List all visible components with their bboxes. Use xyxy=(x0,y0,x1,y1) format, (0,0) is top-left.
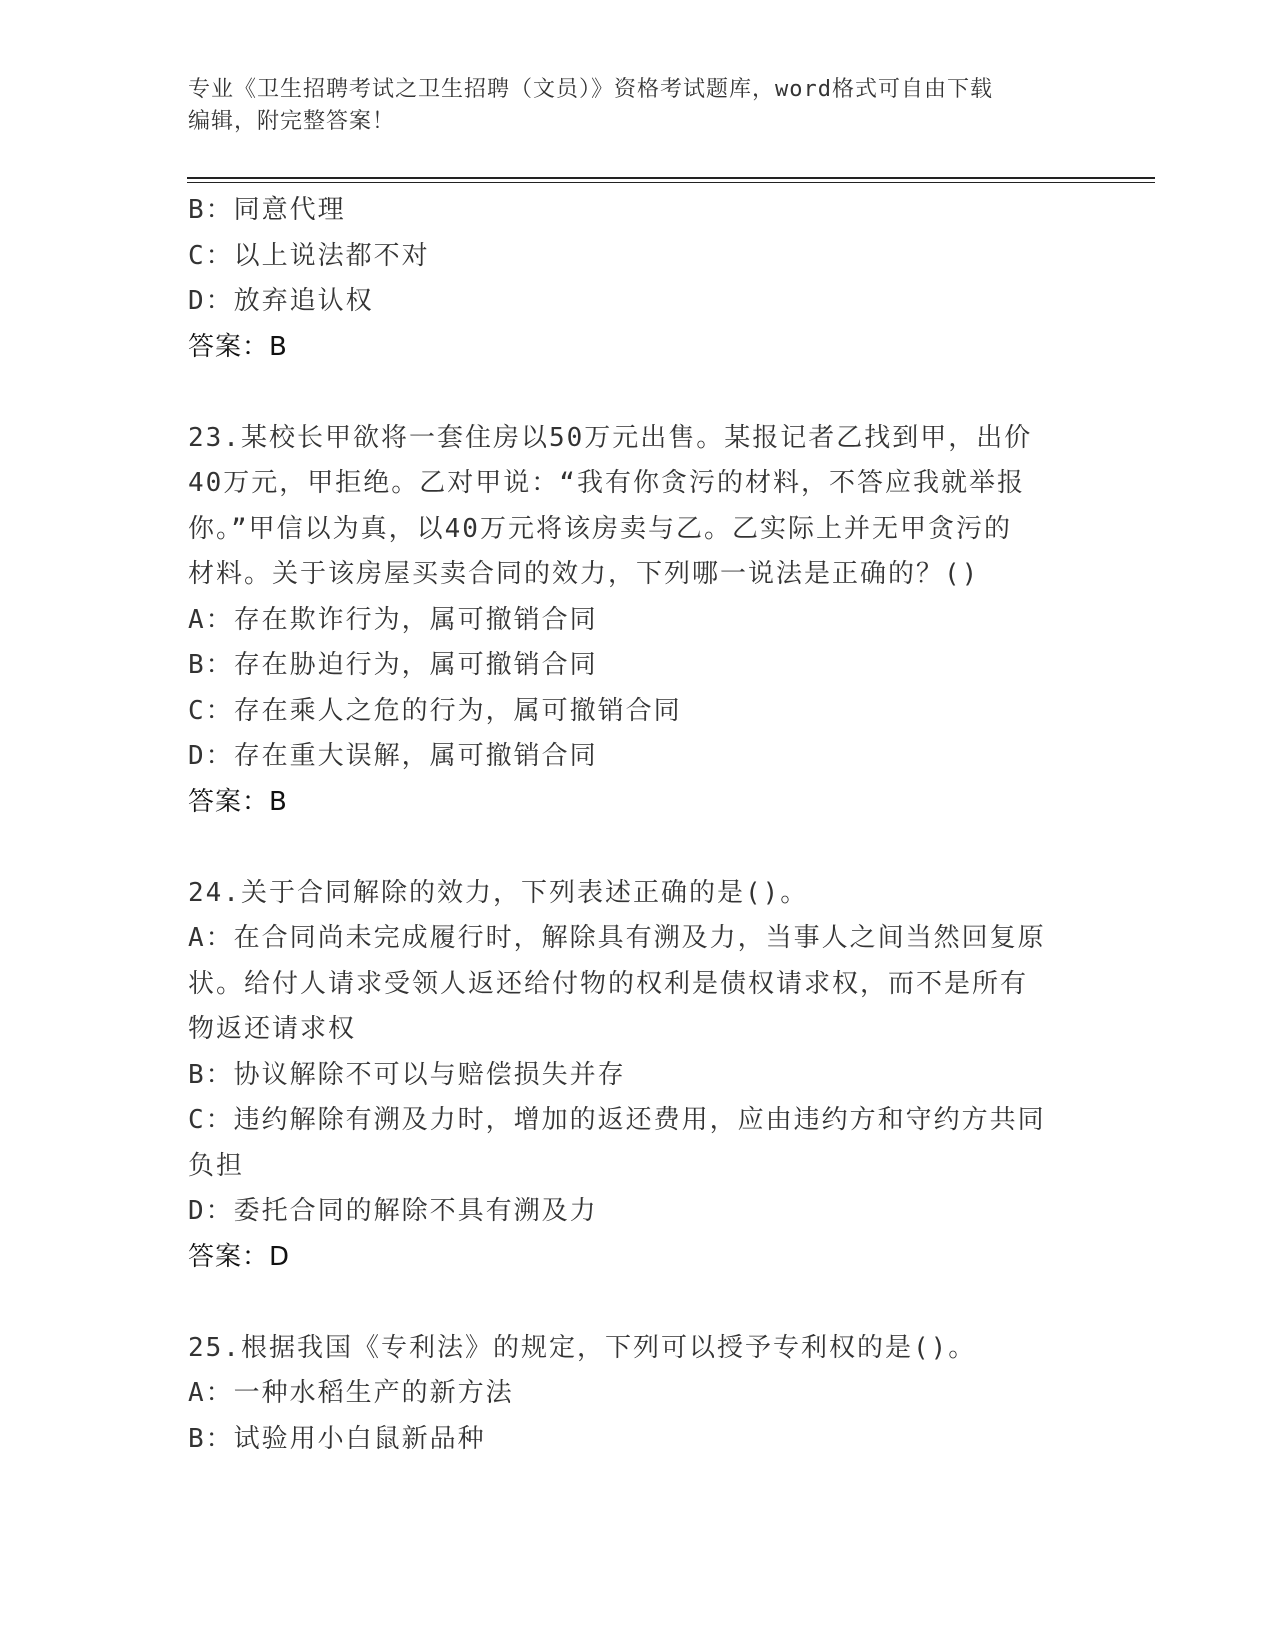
question-stem: 24.关于合同解除的效力，下列表述正确的是()。 xyxy=(188,877,809,908)
option-b: B：存在胁迫行为，属可撤销合同 xyxy=(188,650,598,680)
header-line-1: 专业《卫生招聘考试之卫生招聘（文员）》资格考试题库，word格式可自由下载 xyxy=(188,77,993,102)
option-c: C：存在乘人之危的行为，属可撤销合同 xyxy=(188,695,682,726)
answer: 答案：D xyxy=(188,1241,291,1272)
answer: 答案：B xyxy=(188,331,288,362)
option-a: A：一种水稻生产的新方法 xyxy=(188,1378,514,1408)
option-d: D：放弃追认权 xyxy=(188,286,374,316)
option-c-cont: 负担 xyxy=(188,1150,245,1181)
option-b: B：协议解除不可以与赔偿损失并存 xyxy=(188,1059,626,1090)
option-d: D：委托合同的解除不具有溯及力 xyxy=(188,1196,598,1226)
question-24 xyxy=(188,871,1078,1281)
question-23 xyxy=(188,416,1078,826)
option-d: D：存在重大误解，属可撤销合同 xyxy=(188,741,598,771)
question-25 xyxy=(188,1326,1078,1463)
document-header xyxy=(188,74,1088,138)
option-a: A：在合同尚未完成履行时，解除具有溯及力，当事人之间当然回复原 xyxy=(188,923,1046,953)
question-stem-line: 材料。关于该房屋买卖合同的效力，下列哪一说法是正确的？() xyxy=(188,559,980,589)
option-b: B：试验用小白鼠新品种 xyxy=(188,1423,486,1454)
option-a-cont: 状。给付人请求受领人返还给付物的权利是债权请求权，而不是所有 xyxy=(188,968,1029,999)
header-divider-thin xyxy=(187,182,1155,183)
option-c: C：违约解除有溯及力时，增加的返还费用，应由违约方和守约方共同 xyxy=(188,1105,1046,1135)
option-a: A：存在欺诈行为，属可撤销合同 xyxy=(188,604,598,635)
option-b: B：同意代理 xyxy=(188,195,346,225)
question-prev xyxy=(188,188,1078,370)
header-divider xyxy=(187,177,1155,179)
question-stem: 25.根据我国《专利法》的规定，下列可以授予专利权的是()。 xyxy=(188,1332,977,1363)
question-content xyxy=(188,188,1078,1462)
option-c: C：以上说法都不对 xyxy=(188,240,430,271)
question-stem-line: 你。”甲信以为真，以40万元将该房卖与乙。乙实际上并无甲贪污的 xyxy=(188,513,1012,544)
header-line-2: 编辑，附完整答案！ xyxy=(188,109,396,134)
question-stem-line: 40万元，甲拒绝。乙对甲说：“我有你贪污的材料，不答应我就举报 xyxy=(188,468,1025,498)
option-a-cont: 物返还请求权 xyxy=(188,1014,357,1044)
answer: 答案：B xyxy=(188,786,288,817)
question-stem-line: 23.某校长甲欲将一套住房以50万元出售。某报记者乙找到甲，出价 xyxy=(188,422,1033,453)
